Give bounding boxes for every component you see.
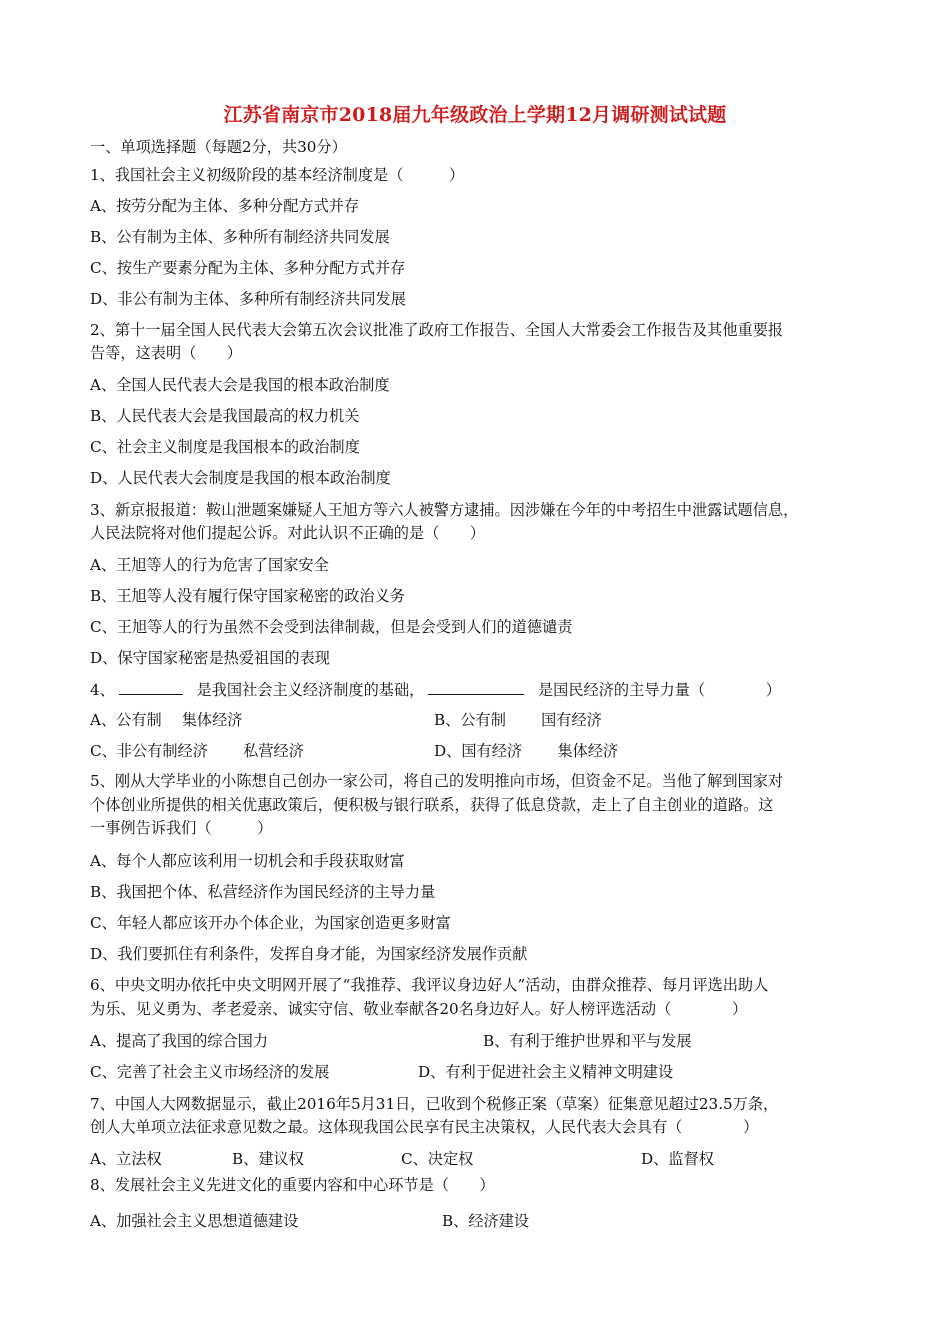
question-8-stem: 8、发展社会主义先进文化的重要内容和中心环节是（ ）: [90, 1176, 495, 1194]
question-4-option-a: A、公有制 集体经济: [90, 711, 243, 729]
question-3-stem-line-2: 人民法院将对他们提起公诉。对此认识不正确的是（ ）: [90, 524, 485, 542]
question-2-option-d: D、人民代表大会制度是我国的根本政治制度: [90, 469, 391, 487]
question-7-stem-line-1: 7、中国人大网数据显示，截止2016年5月31日，已收到个税修正案（草案）征集意见超过23.5万条，: [90, 1095, 779, 1113]
question-7-stem-line-2: 创人大单项立法征求意见数之最。这体现我国公民享有民主决策权，人民代表大会具有（ ）: [90, 1118, 759, 1136]
question-3-option-c: C、王旭等人的行为虽然不会受到法律制裁，但是会受到人们的道德谴责: [90, 618, 573, 636]
question-4-option-b: B、公有制 国有经济: [434, 711, 602, 729]
question-3-option-d: D、保守国家秘密是热爱祖国的表现: [90, 649, 330, 667]
question-2-option-a: A、全国人民代表大会是我国的根本政治制度: [90, 376, 390, 394]
question-6-option-b: B、有利于维护世界和平与发展: [483, 1032, 692, 1050]
question-1-option-a: A、按劳分配为主体、多种分配方式并存: [90, 197, 360, 215]
question-5-stem-line-3: 一事例告诉我们（ ）: [90, 819, 273, 837]
question-2-option-c: C、社会主义制度是我国根本的政治制度: [90, 438, 360, 456]
question-4-stem-middle: 是我国社会主义经济制度的基础，: [196, 681, 425, 699]
question-2-option-b: B、人民代表大会是我国最高的权力机关: [90, 407, 360, 425]
question-7-option-a: A、立法权: [90, 1150, 162, 1168]
question-4-stem-end: 是国民经济的主导力量（ ）: [537, 681, 781, 699]
question-3-option-b: B、王旭等人没有履行保守国家秘密的政治义务: [90, 587, 405, 605]
question-4-stem: [90, 678, 781, 701]
question-4-option-c: C、非公有制经济 私营经济: [90, 742, 304, 760]
section-heading: 一、单项选择题（每题2分，共30分）: [90, 138, 347, 156]
question-4-number: 4、: [90, 681, 115, 699]
question-5-option-a: A、每个人都应该利用一切机会和手段获取财富: [90, 852, 405, 870]
question-6-option-a: A、提高了我国的综合国力: [90, 1032, 269, 1050]
question-7-option-d: D、监督权: [641, 1150, 714, 1168]
question-1-option-b: B、公有制为主体、多种所有制经济共同发展: [90, 228, 390, 246]
question-1-option-c: C、按生产要素分配为主体、多种分配方式并存: [90, 259, 406, 277]
question-6-option-d: D、有利于促进社会主义精神文明建设: [418, 1063, 674, 1081]
question-4-option-d: D、国有经济 集体经济: [434, 742, 619, 760]
question-3-option-a: A、王旭等人的行为危害了国家安全: [90, 556, 329, 574]
question-5-stem-line-1: 5、刚从大学毕业的小陈想自己创办一家公司，将自己的发明推向市场，但资金不足。当他了解到国家对: [90, 772, 784, 790]
question-2-stem-line-2: 告等，这表明（ ）: [90, 344, 242, 362]
question-5-option-b: B、我国把个体、私营经济作为国民经济的主导力量: [90, 883, 436, 901]
question-5-option-d: D、我们要抓住有利条件，发挥自身才能，为国家经济发展作贡献: [90, 945, 528, 963]
question-8-option-a: A、加强社会主义思想道德建设: [90, 1212, 299, 1230]
document-title: 江苏省南京市2018届九年级政治上学期12月调研测试试题: [223, 104, 727, 126]
question-2-stem-line-1: 2、第十一届全国人民代表大会第五次会议批准了政府工作报告、全国人大常委会工作报告及其他重要报: [90, 321, 784, 339]
question-6-stem-line-2: 为乐、见义勇为、孝老爱亲、诚实守信、敬业奉献各20名身边好人。好人榜评选活动（ ）: [90, 1000, 748, 1018]
question-6-stem-line-1: 6、中央文明办依托中央文明网开展了“我推荐、我评议身边好人”活动，由群众推荐、每月评选出助人: [90, 976, 769, 994]
question-8-option-b: B、经济建设: [442, 1212, 530, 1230]
answer-blank-2: [428, 678, 524, 695]
question-3-stem-line-1: 3、新京报报道：鞍山泄题案嫌疑人王旭方等六人被警方逮捕。因涉嫌在今年的中考招生中泄露试题信息，: [90, 501, 799, 519]
question-5-option-c: C、年轻人都应该开办个体企业，为国家创造更多财富: [90, 914, 451, 932]
question-6-option-c: C、完善了社会主义市场经济的发展: [90, 1063, 330, 1081]
answer-blank-1: [119, 678, 183, 695]
question-1-stem: 1、我国社会主义初级阶段的基本经济制度是（ ）: [90, 166, 465, 184]
question-5-stem-line-2: 个体创业所提供的相关优惠政策后，便积极与银行联系，获得了低息贷款，走上了自主创业的道路。这: [90, 796, 774, 814]
question-7-option-c: C、决定权: [401, 1150, 474, 1168]
question-1-option-d: D、非公有制为主体、多种所有制经济共同发展: [90, 290, 406, 308]
question-7-option-b: B、建议权: [232, 1150, 304, 1168]
